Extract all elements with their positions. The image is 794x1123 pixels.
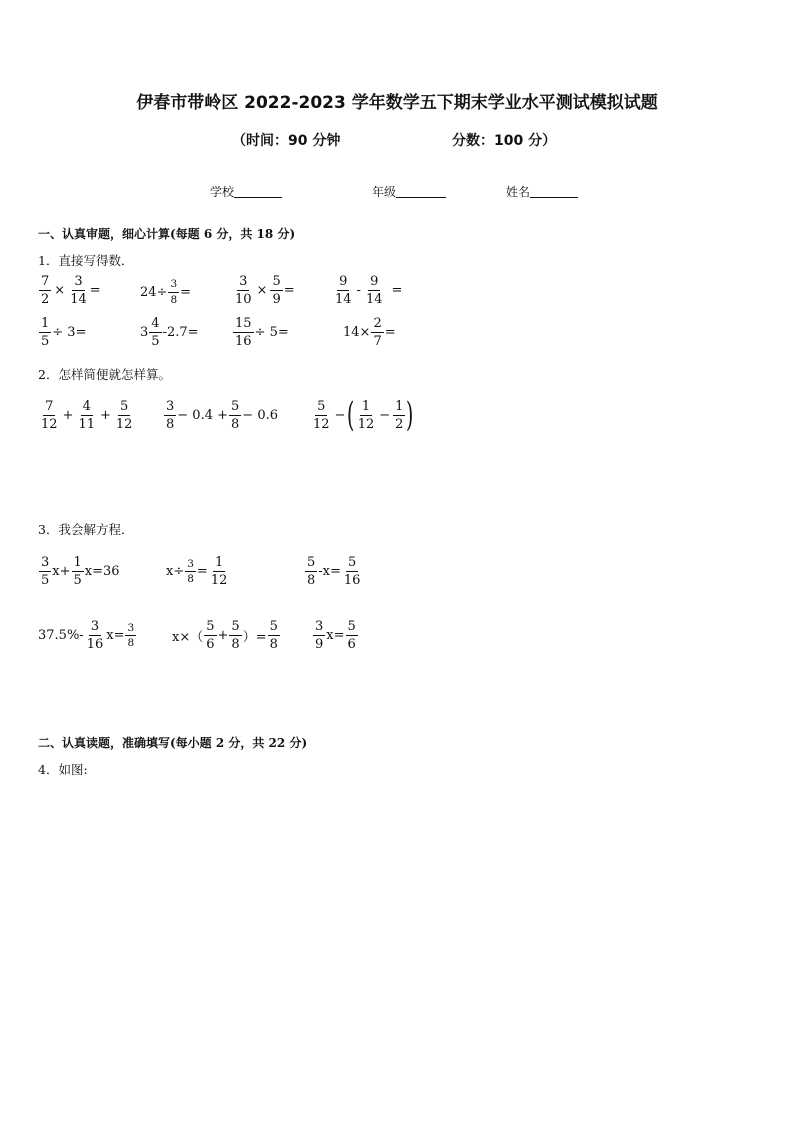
page-title: 伊春市带岭区 2022-2023 学年数学五下期末学业水平测试模拟试题 bbox=[136, 93, 658, 113]
q1-item-8: 14× $\frac{2}{7}$ = bbox=[343, 316, 396, 349]
q2-item-3: $\frac{5}{12}$ − ( $\frac{1}{12}$ − $\frac{1}{2}$ ) bbox=[313, 395, 414, 435]
name-field bbox=[506, 183, 578, 200]
fraction: $\frac{3}{8}$ bbox=[170, 278, 178, 306]
fraction: $\frac{7}{2}$ bbox=[41, 274, 50, 307]
grade-field bbox=[372, 183, 446, 200]
fraction: $\frac{3}{9}$ bbox=[315, 619, 324, 652]
fraction: $\frac{5}{12}$ bbox=[115, 399, 133, 432]
fraction: $\frac{5}{8}$ bbox=[231, 399, 240, 432]
fraction: $\frac{9}{14}$ bbox=[365, 274, 383, 307]
question-4-label: 4．如图: bbox=[38, 762, 88, 777]
fraction: $\frac{1}{2}$ bbox=[395, 398, 404, 432]
fraction: $\frac{1}{5}$ bbox=[73, 555, 82, 588]
q1-item-6: 3 $\frac{4}{5}$ -2.7= bbox=[140, 316, 199, 349]
fraction: $\frac{5}{8}$ bbox=[231, 619, 240, 652]
fraction: $\frac{5}{16}$ bbox=[343, 555, 361, 588]
section-1-title: 一、认真审题，细心计算(每题 6 分，共 18 分) bbox=[38, 227, 296, 241]
q2-item-2: $\frac{3}{8}$ − 0.4 + $\frac{5}{8}$ − 0.6 bbox=[166, 399, 278, 432]
fraction: $\frac{3}{14}$ bbox=[70, 274, 87, 307]
exam-score: 分数：100 分） bbox=[452, 133, 557, 149]
fraction: $\frac{3}{10}$ bbox=[235, 274, 252, 307]
name-blank[interactable] bbox=[530, 185, 578, 198]
fraction: $\frac{9}{14}$ bbox=[335, 274, 352, 307]
fraction: $\frac{4}{5}$ bbox=[151, 316, 160, 349]
grade-blank[interactable] bbox=[396, 185, 446, 198]
fraction: $\frac{3}{8}$ bbox=[127, 621, 135, 649]
q1-item-3: $\frac{3}{10}$ × $\frac{5}{9}$ = bbox=[235, 274, 295, 307]
question-3-label: 3．我会解方程． bbox=[38, 522, 134, 537]
q1-item-5: $\frac{1}{5}$ ÷ 3= bbox=[41, 316, 87, 349]
fraction: $\frac{2}{7}$ bbox=[373, 316, 382, 349]
fraction: $\frac{7}{12}$ bbox=[41, 399, 58, 432]
q3-item-5: x×（ $\frac{5}{6}$ + $\frac{5}{8}$ ）= $\frac{5}{8}$ bbox=[172, 619, 278, 652]
fraction: $\frac{5}{12}$ bbox=[313, 398, 330, 432]
q1-item-2: 24÷ $\frac{3}{8}$ = bbox=[140, 278, 192, 306]
exam-time: （时间：90 分钟 bbox=[232, 133, 341, 149]
fraction: $\frac{3}{16}$ bbox=[86, 619, 104, 652]
q1-item-1: $\frac{7}{2}$ × $\frac{3}{14}$ = bbox=[41, 274, 101, 307]
fraction: $\frac{3}{8}$ bbox=[166, 399, 175, 432]
fraction: $\frac{3}{8}$ bbox=[187, 557, 194, 585]
fraction: $\frac{5}{6}$ bbox=[206, 619, 215, 652]
fraction: $\frac{4}{11}$ bbox=[78, 399, 95, 432]
fraction: $\frac{1}{5}$ bbox=[41, 316, 50, 349]
school-field bbox=[210, 183, 282, 200]
q3-item-6: $\frac{3}{9}$ x= $\frac{5}{6}$ bbox=[315, 619, 356, 652]
school-label: 学校 bbox=[210, 185, 235, 199]
fraction: $\frac{5}{8}$ bbox=[307, 555, 316, 588]
fraction: $\frac{5}{8}$ bbox=[269, 619, 278, 652]
fraction: $\frac{5}{9}$ bbox=[272, 274, 281, 307]
q3-item-4: 37.5%- $\frac{3}{16}$ x= $\frac{3}{8}$ bbox=[38, 619, 135, 652]
section-2-title: 二、认真读题，准确填写(每小题 2 分，共 22 分) bbox=[38, 736, 308, 750]
fraction: $\frac{1}{12}$ bbox=[357, 398, 375, 432]
q2-item-1: $\frac{7}{12}$ + $\frac{4}{11}$ + $\frac{5}{12}$ bbox=[41, 399, 133, 432]
fraction: $\frac{3}{5}$ bbox=[41, 555, 50, 588]
q1-item-4: $\frac{9}{14}$ - $\frac{9}{14}$ = bbox=[335, 274, 403, 307]
right-paren: ) bbox=[406, 395, 414, 435]
question-1-label: 1．直接写得数． bbox=[38, 253, 134, 268]
fraction: $\frac{15}{16}$ bbox=[235, 316, 252, 349]
school-blank[interactable] bbox=[234, 185, 282, 198]
q3-item-2: x÷ $\frac{3}{8}$ = $\frac{1}{12}$ bbox=[166, 555, 228, 588]
q3-item-1: $\frac{3}{5}$ x+ $\frac{1}{5}$ x=36 bbox=[41, 555, 120, 588]
grade-label: 年级 bbox=[372, 185, 397, 199]
question-2-label: 2．怎样简便就怎样算。 bbox=[38, 367, 171, 382]
q1-item-7: $\frac{15}{16}$ ÷ 5= bbox=[235, 316, 289, 349]
left-paren: ( bbox=[347, 395, 355, 435]
name-label: 姓名 bbox=[506, 185, 531, 199]
q3-item-3: $\frac{5}{8}$ -x= $\frac{5}{16}$ bbox=[307, 555, 361, 588]
fraction: $\frac{1}{12}$ bbox=[210, 555, 228, 588]
fraction: $\frac{5}{6}$ bbox=[347, 619, 356, 652]
